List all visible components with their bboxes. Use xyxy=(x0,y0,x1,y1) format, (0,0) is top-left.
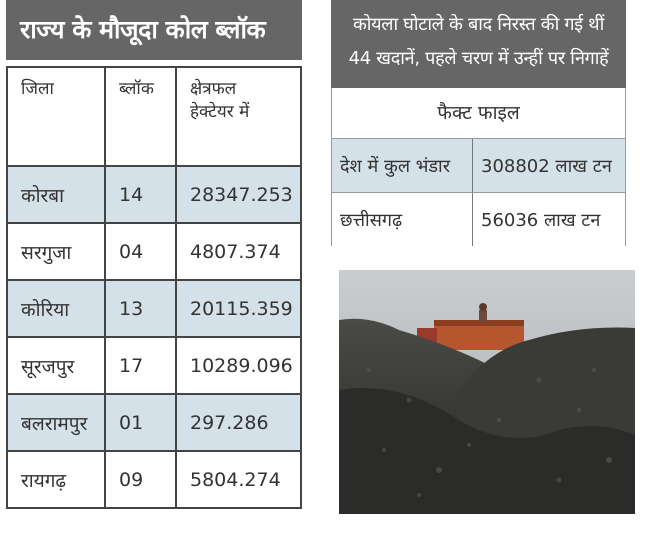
fact-value: 56036 लाख टन xyxy=(481,209,601,231)
fact-file-table xyxy=(332,139,625,246)
district-cell: कोरबा xyxy=(7,166,105,223)
table-row xyxy=(7,337,301,394)
header-area-line1: क्षेत्रफल xyxy=(190,79,237,99)
table-row xyxy=(7,451,301,508)
header-district: जिला xyxy=(7,67,105,166)
district-cell: बलरामपुर xyxy=(7,394,105,451)
table-row xyxy=(7,394,301,451)
district-cell: कोरिया xyxy=(7,280,105,337)
blocks-cell: 04 xyxy=(105,223,176,280)
right-panel-title xyxy=(331,0,626,88)
fact-label: देश में कुल भंडार xyxy=(332,139,473,193)
area-cell: 4807.374 xyxy=(176,223,301,280)
header-area-line2: हेक्टेयर में xyxy=(190,102,250,122)
coal-blocks-table xyxy=(6,66,302,509)
fact-file-heading: फैक्ट फाइल xyxy=(332,88,625,139)
coal-pile-illustration xyxy=(339,270,635,514)
blocks-cell: 01 xyxy=(105,394,176,451)
district-cell: सरगुजा xyxy=(7,223,105,280)
coal-pile-photo xyxy=(339,270,635,514)
area-cell: 5804.274 xyxy=(176,451,301,508)
area-cell: 20115.359 xyxy=(176,280,301,337)
table-row xyxy=(7,223,301,280)
blocks-cell: 09 xyxy=(105,451,176,508)
fact-file-box xyxy=(331,88,626,246)
fact-row xyxy=(332,139,625,193)
right-title-line2: 44 खदानें, पहले चरण में उन्हीं पर निगाहें xyxy=(348,48,609,69)
district-cell: रायगढ़ xyxy=(7,451,105,508)
area-cell: 10289.096 xyxy=(176,337,301,394)
table-header-row xyxy=(7,67,301,166)
area-cell: 28347.253 xyxy=(176,166,301,223)
fact-label: छत्तीसगढ़ xyxy=(332,193,473,247)
area-cell: 297.286 xyxy=(176,394,301,451)
fact-value: 308802 लाख टन xyxy=(473,139,626,193)
table-row xyxy=(7,166,301,223)
blocks-cell: 17 xyxy=(105,337,176,394)
header-blocks: ब्लॉक xyxy=(105,67,176,166)
fact-row xyxy=(332,193,625,247)
blocks-cell: 13 xyxy=(105,280,176,337)
blocks-cell: 14 xyxy=(105,166,176,223)
right-title-line1: कोयला घोटाले के बाद निरस्त की गई थीं xyxy=(352,14,605,35)
district-cell: सूरजपुर xyxy=(7,337,105,394)
left-panel-title: राज्य के मौजूदा कोल ब्लॉक xyxy=(6,0,302,60)
table-row xyxy=(7,280,301,337)
header-area xyxy=(176,67,301,166)
